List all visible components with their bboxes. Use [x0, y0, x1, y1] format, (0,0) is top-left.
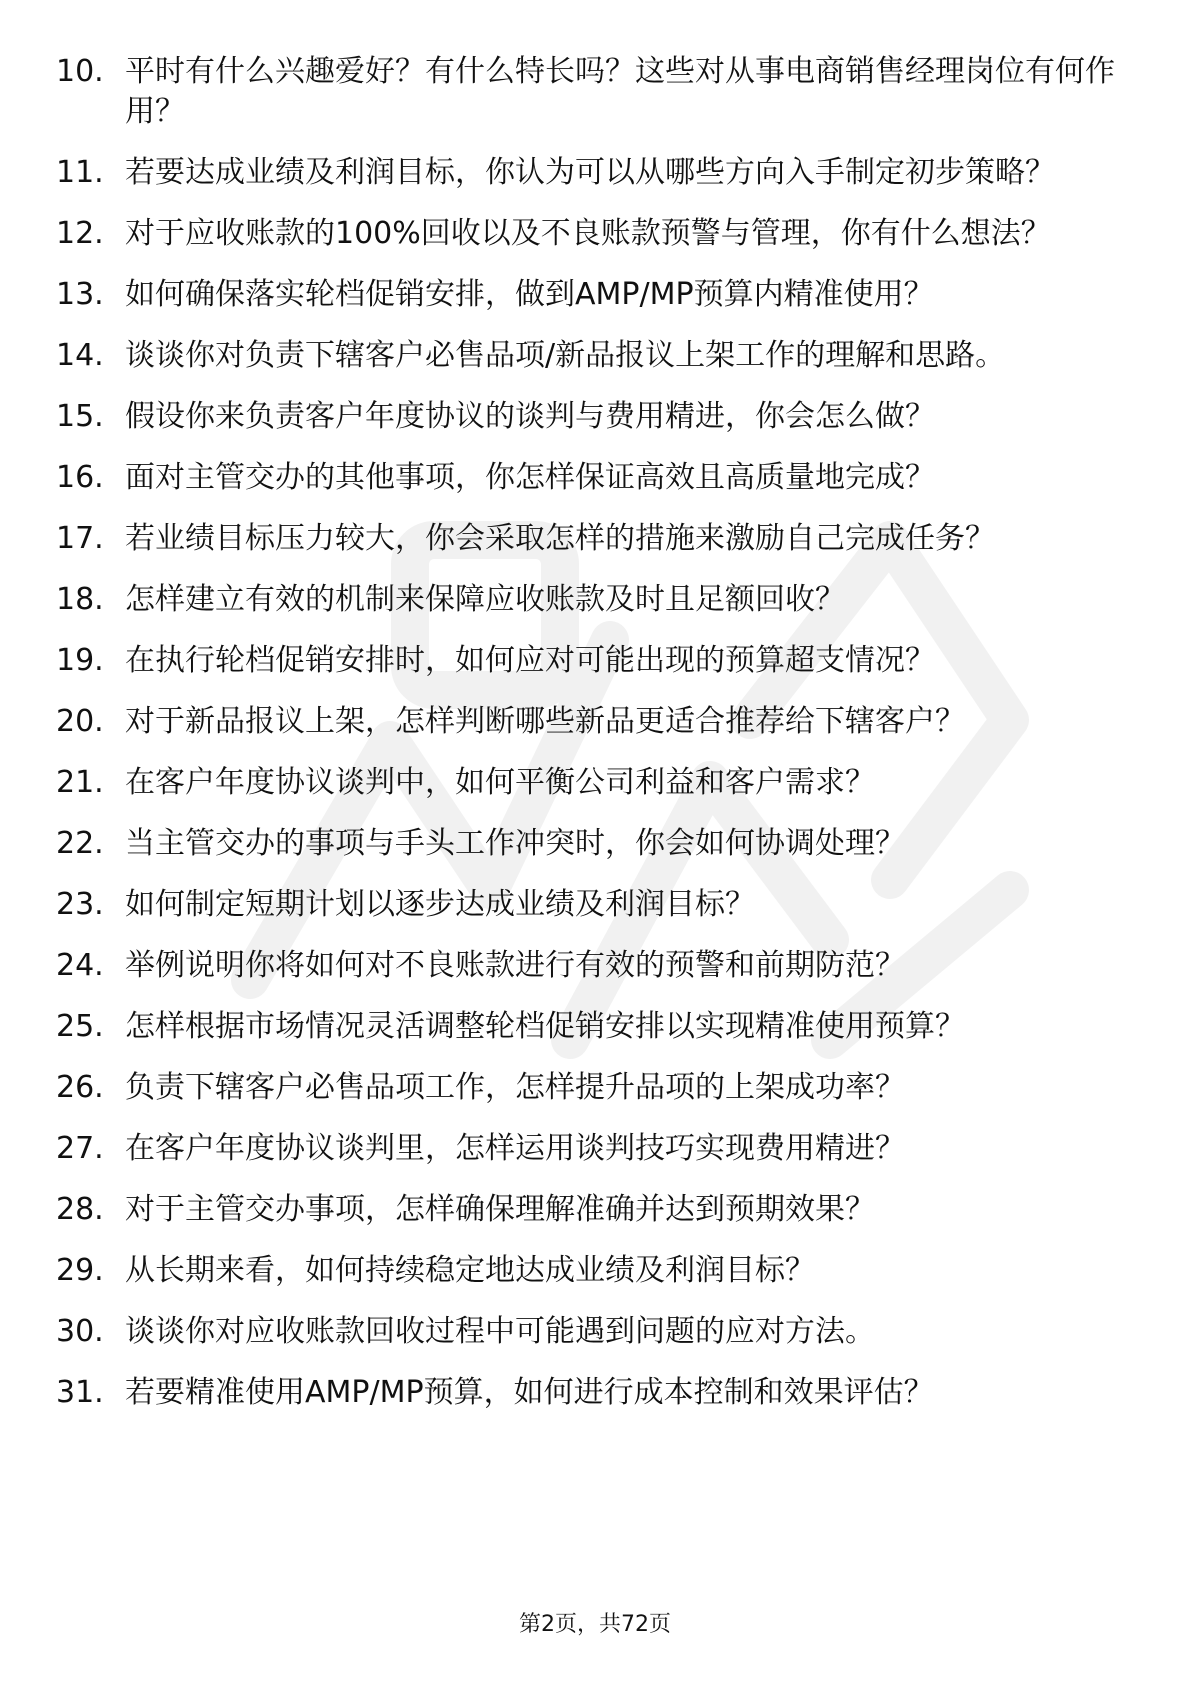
list-item — [56, 885, 1136, 925]
question-text: 负责下辖客户必售品项工作，怎样提升品项的上架成功率？ — [125, 1070, 905, 1105]
list-item — [56, 397, 1136, 437]
list-item — [56, 214, 1136, 254]
list-item — [56, 1190, 1136, 1230]
question-number: 28. — [56, 1192, 104, 1227]
list-item — [56, 1373, 1136, 1413]
question-text: 对于新品报议上架，怎样判断哪些新品更适合推荐给下辖客户？ — [125, 704, 965, 739]
question-number: 10. — [56, 54, 104, 89]
question-number: 26. — [56, 1070, 104, 1105]
question-text: 若要达成业绩及利润目标，你认为可以从哪些方向入手制定初步策略？ — [125, 155, 1055, 190]
question-text: 在执行轮档促销安排时，如何应对可能出现的预算超支情况？ — [125, 643, 935, 678]
list-item — [56, 1251, 1136, 1291]
question-text: 当主管交办的事项与手头工作冲突时，你会如何协调处理？ — [125, 826, 905, 861]
list-item — [56, 1312, 1136, 1352]
question-text: 谈谈你对应收账款回收过程中可能遇到问题的应对方法。 — [125, 1314, 875, 1349]
list-item — [56, 52, 1136, 132]
question-number: 25. — [56, 1009, 104, 1044]
question-number: 20. — [56, 704, 104, 739]
list-item — [56, 153, 1136, 193]
question-text: 在客户年度协议谈判中，如何平衡公司利益和客户需求？ — [125, 765, 875, 800]
question-text: 在客户年度协议谈判里，怎样运用谈判技巧实现费用精进？ — [125, 1131, 905, 1166]
question-number: 27. — [56, 1131, 104, 1166]
question-number: 14. — [56, 338, 104, 373]
list-item — [56, 641, 1136, 681]
question-text: 如何制定短期计划以逐步达成业绩及利润目标？ — [125, 887, 755, 922]
list-item — [56, 458, 1136, 498]
question-list — [56, 52, 1136, 1434]
list-item — [56, 702, 1136, 742]
question-text: 若业绩目标压力较大，你会采取怎样的措施来激励自己完成任务？ — [125, 521, 995, 556]
question-number: 12. — [56, 216, 104, 251]
question-number: 18. — [56, 582, 104, 617]
question-text: 怎样建立有效的机制来保障应收账款及时且足额回收？ — [125, 582, 845, 617]
question-number: 21. — [56, 765, 104, 800]
list-item — [56, 336, 1136, 376]
question-number: 15. — [56, 399, 104, 434]
question-text: 怎样根据市场情况灵活调整轮档促销安排以实现精准使用预算？ — [125, 1009, 965, 1044]
question-text: 谈谈你对负责下辖客户必售品项/新品报议上架工作的理解和思路。 — [125, 338, 1006, 373]
list-item — [56, 1007, 1136, 1047]
question-text: 如何确保落实轮档促销安排，做到AMP/MP预算内精准使用？ — [125, 277, 934, 312]
question-number: 22. — [56, 826, 104, 861]
question-text: 平时有什么兴趣爱好？有什么特长吗？这些对从事电商销售经理岗位有何作用？ — [125, 54, 1115, 129]
question-text: 面对主管交办的其他事项，你怎样保证高效且高质量地完成？ — [125, 460, 935, 495]
list-item — [56, 946, 1136, 986]
question-number: 30. — [56, 1314, 104, 1349]
list-item — [56, 1068, 1136, 1108]
question-number: 11. — [56, 155, 104, 190]
question-text: 从长期来看，如何持续稳定地达成业绩及利润目标？ — [125, 1253, 815, 1288]
list-item — [56, 763, 1136, 803]
question-number: 17. — [56, 521, 104, 556]
question-number: 23. — [56, 887, 104, 922]
question-number: 31. — [56, 1375, 104, 1410]
list-item — [56, 275, 1136, 315]
question-text: 对于应收账款的100%回收以及不良账款预警与管理，你有什么想法？ — [125, 216, 1051, 251]
list-item — [56, 824, 1136, 864]
list-item — [56, 580, 1136, 620]
page-footer: 第2页，共72页 — [519, 1612, 671, 1637]
question-number: 13. — [56, 277, 104, 312]
question-number: 19. — [56, 643, 104, 678]
question-text: 假设你来负责客户年度协议的谈判与费用精进，你会怎么做？ — [125, 399, 935, 434]
question-text: 举例说明你将如何对不良账款进行有效的预警和前期防范？ — [125, 948, 905, 983]
question-text: 对于主管交办事项，怎样确保理解准确并达到预期效果？ — [125, 1192, 875, 1227]
question-number: 24. — [56, 948, 104, 983]
question-number: 16. — [56, 460, 104, 495]
list-item — [56, 519, 1136, 559]
list-item — [56, 1129, 1136, 1169]
question-text: 若要精准使用AMP/MP预算，如何进行成本控制和效果评估？ — [125, 1375, 934, 1410]
question-number: 29. — [56, 1253, 104, 1288]
